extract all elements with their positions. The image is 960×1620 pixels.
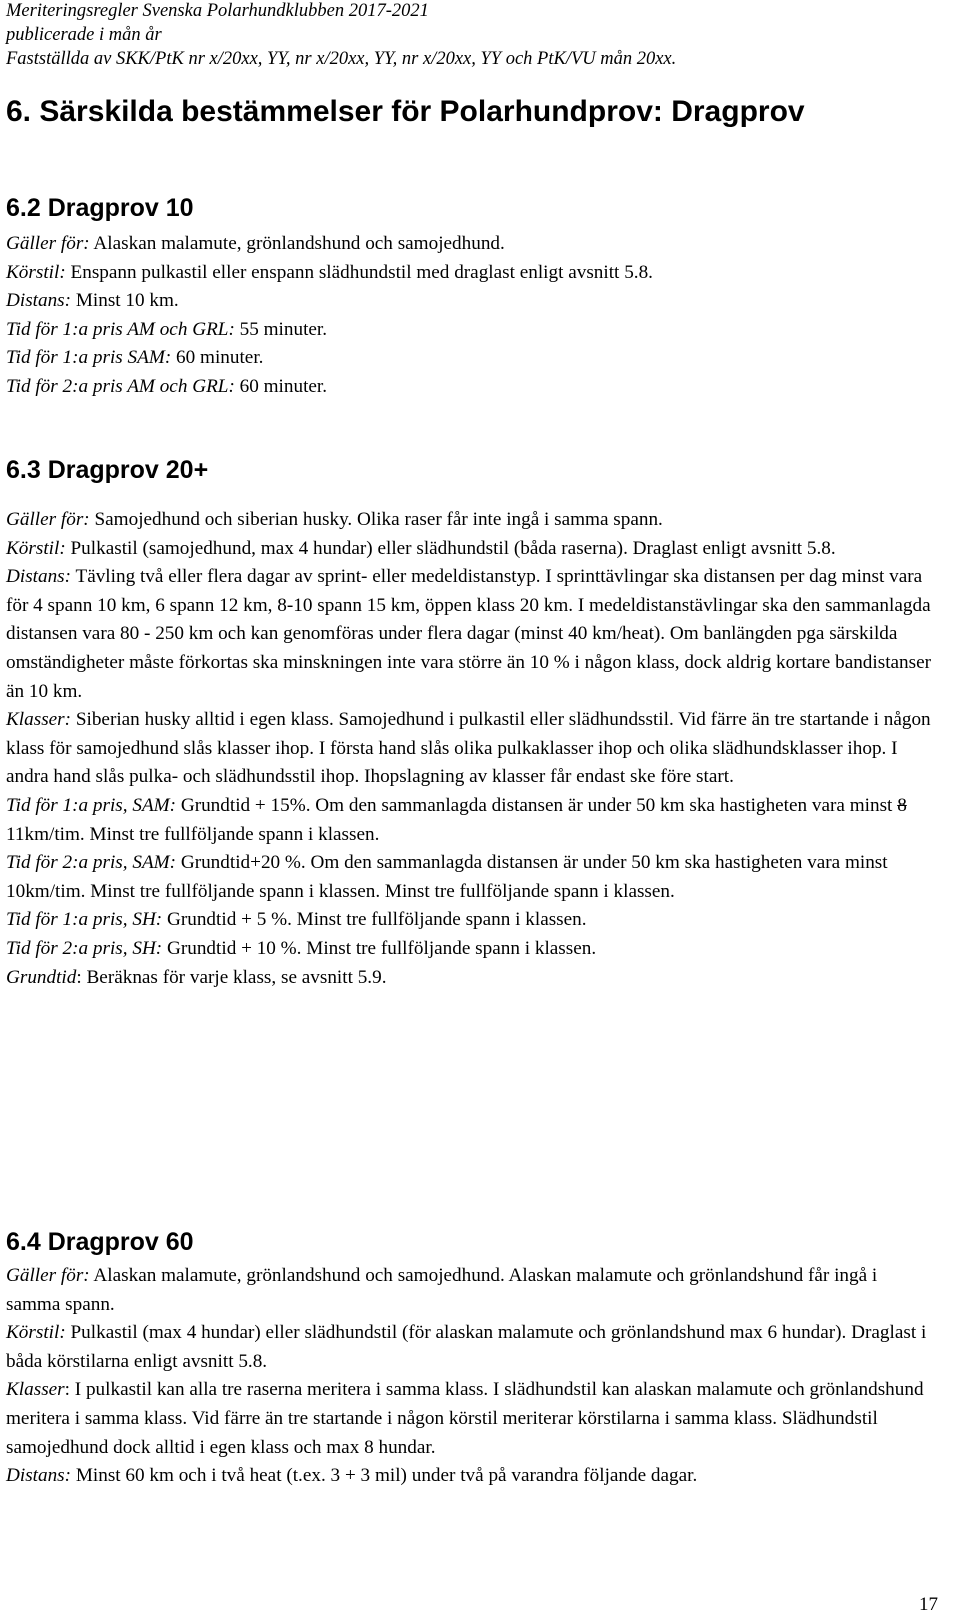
distance: Distans: Minst 10 km.	[6, 290, 179, 312]
section-heading: 6.3 Dragprov 20+	[6, 456, 209, 484]
applies-to: Gäller för: Samojedhund och siberian husky. Olika raser får inte ingå i samma spann.	[6, 509, 663, 530]
page-number: 17	[919, 1594, 938, 1615]
section-6-3	[6, 454, 936, 992]
base-time: Grundtid: Beräknas för varje klass, se avsnitt 5.9.	[6, 966, 387, 988]
distance: Distans: Tävling två eller flera dagar av sprint- eller medeldistanstyp. I sprinttävlingar ska distansen per dag minst vara för 4 spann 10 km, 6 spann 12 km, 8-10 spann 15 km, öppen klass 20 km. I medeldistanstävlingar ska den sammanlagda distansen vara 80 - 250 km och kan genomföras under flera dagar (minst 40 km/heat). Om banlängden pga särskilda omständigheter måste förkortas ska minskningen inte vara större än 10 % i någon klass, dock aldrig kortare bandistanser än 10 km.	[6, 566, 932, 702]
driving-style: Körstil: Pulkastil (max 4 hundar) eller slädhundstil (för alaskan malamute och grönlandshund max 6 hundar). Draglast i båda körstilarna enligt avsnitt 5.8.	[6, 1322, 927, 1372]
time-2nd-sh: Tid för 2:a pris, SH: Grundtid + 10 %. Minst tre fullföljande spann i klassen.	[6, 937, 597, 959]
time-1st-am-grl: Tid för 1:a pris AM och GRL: 55 minuter.	[6, 318, 328, 340]
applies-to: Gäller för: Alaskan malamute, grönlandshund och samojedhund.	[6, 233, 505, 254]
running-header	[6, 0, 946, 71]
driving-style: Körstil: Pulkastil (samojedhund, max 4 hundar) eller slädhundstil (båda raserna). Draglast enligt avsnitt 5.8.	[6, 537, 836, 559]
time-1st-sam: Tid för 1:a pris, SAM: Grundtid + 15%. Om den sammanlagda distansen är under 50 km ska hastigheten vara minst 8 11km/tim. Minst tre fullföljande spann i klassen.	[6, 794, 907, 845]
time-1st-sam: Tid för 1:a pris SAM: 60 minuter.	[6, 347, 264, 369]
section-6-4	[6, 1226, 936, 1491]
section-heading: 6.4 Dragprov 60	[6, 1228, 194, 1256]
classes: Klasser: Siberian husky alltid i egen klass. Samojedhund i pulkastil eller slädhundsstil. Vid färre än tre startande i någon klass för samojedhund slås klasser ihop. I första hand slås olika pulkaklasser ihop och olika slädhundsklasser ihop. I andra hand slås pulka- och slädhundsstil ihop. Ihopslagning av klasser får endast ske före start.	[6, 709, 931, 788]
applies-to: Gäller för: Alaskan malamute, grönlandshund och samojedhund. Alaskan malamute och grönlandshund får ingå i samma spann.	[6, 1265, 878, 1315]
classes: Klasser: I pulkastil kan alla tre raserna meritera i samma klass. I slädhundstil kan alaskan malamute och grönlandshund meritera i samma klass. Vid färre än tre startande i någon körstil meriterar körstilarna i samma klass. Slädhundstil samojedhund dock alltid i egen klass och max 8 hundar.	[6, 1379, 924, 1458]
header-approved: Fastställda av SKK/PtK nr x/20xx, YY, nr x/20xx, YY, nr x/20xx, YY och PtK/VU mån 20xx.	[6, 49, 677, 69]
section-6-2	[6, 192, 936, 402]
time-2nd-am-grl: Tid för 2:a pris AM och GRL: 60 minuter.	[6, 375, 328, 397]
header-published: publicerade i mån år	[6, 25, 162, 45]
driving-style: Körstil: Enspann pulkastil eller enspann slädhundstil med draglast enligt avsnitt 5.8.	[6, 261, 653, 283]
struck-value: 8	[897, 794, 907, 816]
time-1st-sh: Tid för 1:a pris, SH: Grundtid + 5 %. Minst tre fullföljande spann i klassen.	[6, 909, 587, 931]
header-title: Meriteringsregler Svenska Polarhundklubben 2017-2021	[6, 1, 429, 21]
section-heading: 6.2 Dragprov 10	[6, 194, 194, 222]
time-2nd-sam: Tid för 2:a pris, SAM: Grundtid+20 %. Om den sammanlagda distansen är under 50 km ska hastigheten vara minst 10km/tim. Minst tre fullföljande spann i klassen. Minst tre fullföljande spann i klassen.	[6, 852, 888, 902]
page-title: 6. Särskilda bestämmelser för Polarhundprov: Dragprov	[6, 95, 805, 128]
distance: Distans: Minst 60 km och i två heat (t.ex. 3 + 3 mil) under två på varandra följande dagar.	[6, 1465, 698, 1487]
